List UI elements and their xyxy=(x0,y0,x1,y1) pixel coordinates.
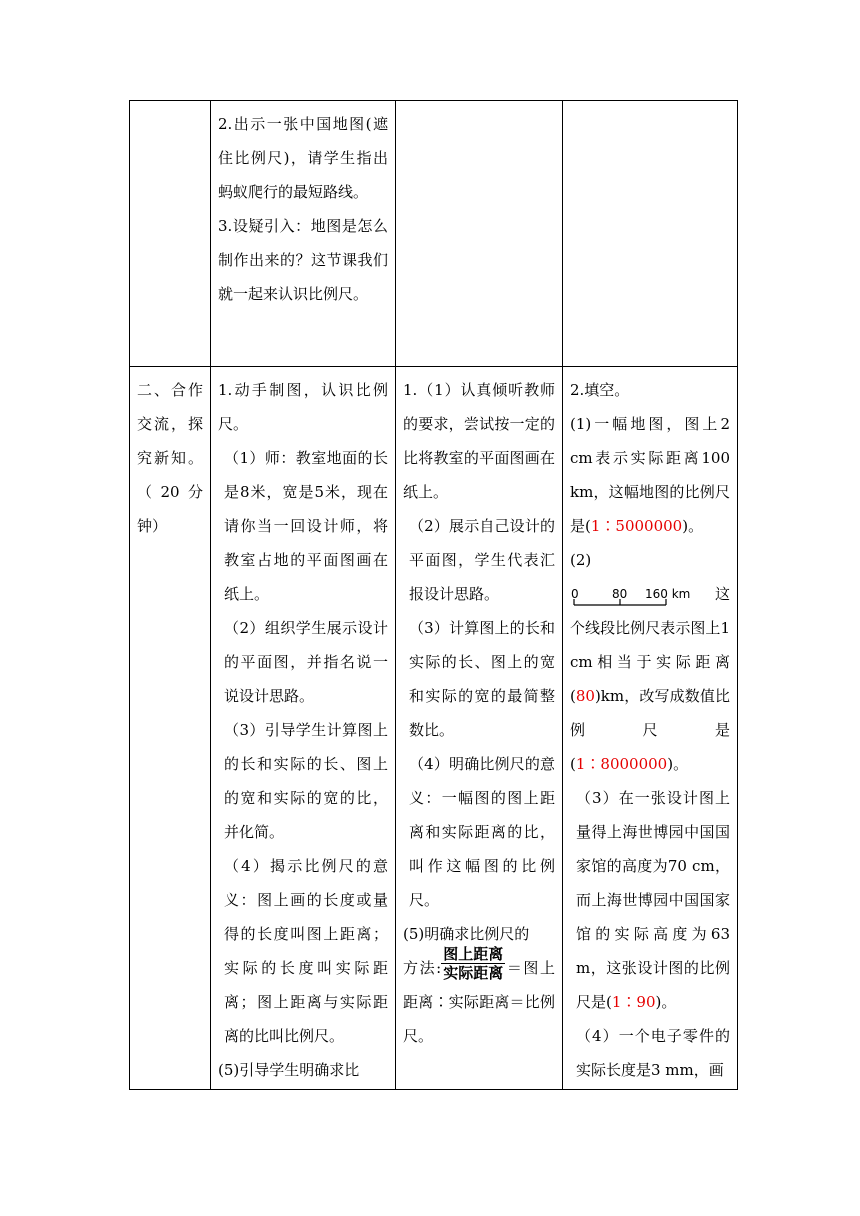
teacher-activity-cell xyxy=(211,367,396,1090)
q2-text-2: )km，改写成数值比例尺是( xyxy=(570,687,730,773)
teacher-item: （4）揭示比例尺的意义：图上画的长度或量得的长度叫图上距离；实际的长度叫实际距离；图上距离与实际距离的比叫比例尺。 xyxy=(224,857,388,1045)
q3-end: )。 xyxy=(655,993,677,1011)
teacher-item: 1.动手制图，认识比例尺。 xyxy=(218,381,388,433)
exercise-q3 xyxy=(570,781,730,1019)
exercise-cell-empty xyxy=(563,101,738,367)
q3-answer: 1∶90 xyxy=(611,993,656,1011)
student-item: 1.（1）认真倾听教师的要求，尝试按一定的比将教室的平面图画在纸上。 xyxy=(403,381,555,501)
exercise-title: 2.填空。 xyxy=(570,381,630,399)
table-row xyxy=(130,101,738,367)
teacher-item: （3）引导学生计算图上的长和实际的长、图上的宽和实际的宽的比，并化简。 xyxy=(224,721,388,841)
student-item-formula xyxy=(403,944,555,1053)
student-item: （4）明确比例尺的意义：一幅图的图上距离和实际距离的比，叫作这幅图的比例尺。 xyxy=(409,755,555,909)
intro-item-3: 3.设疑引入：地图是怎么制作出来的？这节课我们就一起来认识比例尺。 xyxy=(218,217,388,303)
line-scale-icon xyxy=(570,585,690,611)
method-label: 方法: xyxy=(403,959,442,977)
student-activity-cell xyxy=(396,367,563,1090)
lesson-plan-table xyxy=(129,100,738,1090)
teacher-item: （2）组织学生展示设计的平面图，并指名说一说设计思路。 xyxy=(224,619,388,705)
q1-answer: 1∶5000000 xyxy=(590,517,683,535)
q3-text: （3）在一张设计图上量得上海世博园中国国家馆的高度为70 cm，而上海世博园中国国家馆的实际高度为63 m，这张设计图的比例尺是( xyxy=(576,789,730,1011)
exercise-q2 xyxy=(570,611,730,781)
scale-tick-label: 80 xyxy=(612,587,628,601)
q2-text: 个线段比例尺表示图上1 cm相当于实际距离( xyxy=(570,619,730,705)
stage-cell-empty xyxy=(130,101,211,367)
exercise-q1 xyxy=(570,407,730,543)
table-row xyxy=(130,367,738,1090)
formula-rest: ＝图上距离∶实际距离＝比例尺。 xyxy=(403,959,555,1045)
exercise-cell xyxy=(563,367,738,1090)
q2-answer-2: 1∶8000000 xyxy=(575,755,668,773)
student-item: （2）展示自己设计的平面图，学生代表汇报设计思路。 xyxy=(409,517,555,603)
scale-tick-label: 0 xyxy=(571,587,579,601)
stage-label: 二、合作交流，探究新知。（20分钟） xyxy=(137,381,203,535)
q1-text: (1)一幅地图，图上2 cm表示实际距离100 km，这幅地图的比例尺是( xyxy=(570,415,730,535)
fraction-denominator: 实际距离 xyxy=(443,963,504,982)
student-activity-cell-empty xyxy=(396,101,563,367)
q2-after-scale: 这 xyxy=(714,585,730,603)
fraction-numerator: 图上距离 xyxy=(443,944,504,963)
q2-answer-1: 80 xyxy=(575,687,595,705)
exercise-q2-label: (2) xyxy=(570,551,592,569)
teacher-activity-cell xyxy=(211,101,396,367)
scale-bar-row xyxy=(570,577,730,611)
student-item: (5)明确求比例尺的 xyxy=(403,925,530,943)
scale-tick-label: 160 km xyxy=(645,587,690,601)
stage-cell xyxy=(130,367,211,1090)
teacher-item: （1）师：教室地面的长是8米，宽是5米，现在请你当一回设计师，将教室占地的平面图画在纸上。 xyxy=(224,449,388,603)
scale-fraction xyxy=(441,945,505,982)
student-item: （3）计算图上的长和实际的长、图上的宽和实际的宽的最简整数比。 xyxy=(409,619,555,739)
intro-item-2: 2.出示一张中国地图(遮住比例尺)，请学生指出蚂蚁爬行的最短路线。 xyxy=(218,115,388,201)
teacher-item: (5)引导学生明确求比 xyxy=(218,1061,360,1079)
q1-end: )。 xyxy=(682,517,704,535)
exercise-q4: （4）一个电子零件的实际长度是3 mm，画 xyxy=(576,1027,730,1079)
q2-end: )。 xyxy=(667,755,689,773)
